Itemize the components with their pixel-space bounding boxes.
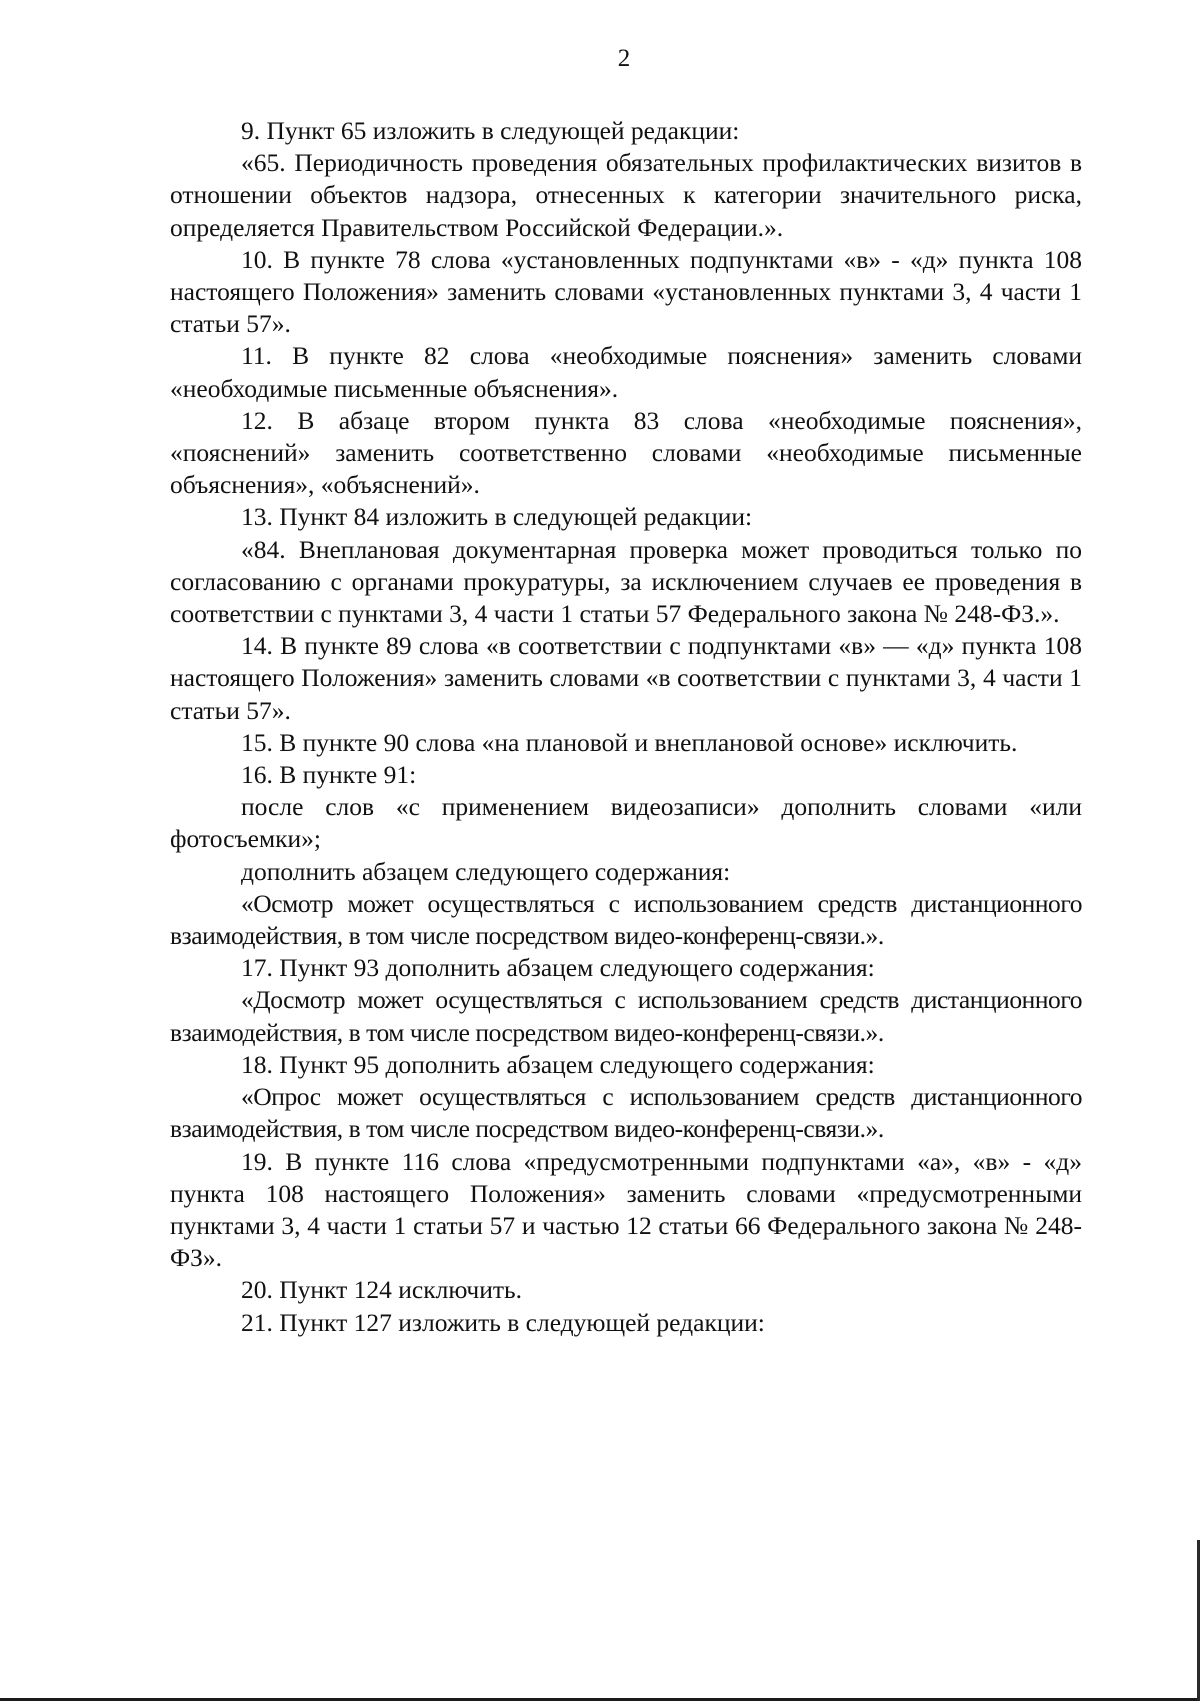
document-body <box>170 115 1082 1339</box>
paragraph-item-10: 10. В пункте 78 слова «установленных подпунктами «в» - «д» пункта 108 настоящего Положения» заменить словами «установленных пунктами 3, 4 части 1 статьи 57». <box>170 244 1082 339</box>
paragraph-item-12: 12. В абзаце втором пункта 83 слова «необходимые пояснения», «пояснений» заменить соответственно словами «необходимые письменные объяснения», «объяснений». <box>170 405 1082 500</box>
page-number: 2 <box>617 45 631 72</box>
paragraph-item-15: 15. В пункте 90 слова «на плановой и внеплановой основе» исключить. <box>241 727 1018 757</box>
paragraph-quote-inspection: «Осмотр может осуществляться с использованием средств дистанционного взаимодействия, в том числе посредством видео-конференц-связи.». <box>170 888 1082 951</box>
paragraph-quote-search: «Досмотр может осуществляться с использованием средств дистанционного взаимодействия, в том числе посредством видео-конференц-связи.». <box>170 985 1082 1047</box>
paragraph-item-16-sub-1: после слов «с применением видеозаписи» дополнить словами «или фотосъемки»; <box>170 792 1082 854</box>
paragraph-item-20: 20. Пункт 124 исключить. <box>241 1275 523 1305</box>
paragraph-item-21: 21. Пункт 127 изложить в следующей редакции: <box>241 1307 765 1337</box>
paragraph-quote-84: «84. Внеплановая документарная проверка может проводиться только по согласованию с органами прокуратуры, за исключением случаев ее проведения в соответствии с пунктами 3, 4 части 1 статьи 57 Федерального закона № 248-ФЗ.». <box>170 534 1082 629</box>
paragraph-item-18: 18. Пункт 95 дополнить абзацем следующего содержания: <box>241 1049 875 1079</box>
paragraph-item-17: 17. Пункт 93 дополнить абзацем следующего содержания: <box>241 953 875 983</box>
paragraph-item-11: 11. В пункте 82 слова «необходимые пояснения» заменить словами «необходимые письменные объяснения». <box>170 341 1082 403</box>
paragraph-item-16-sub-2: дополнить абзацем следующего содержания: <box>241 856 731 886</box>
paragraph-quote-interview: «Опрос может осуществляться с использованием средств дистанционного взаимодействия, в том числе посредством видео-конференц-связи.». <box>170 1082 1082 1144</box>
paragraph-item-9: 9. Пункт 65 изложить в следующей редакции: <box>241 116 740 145</box>
paragraph-item-14: 14. В пункте 89 слова «в соответствии с подпунктами «в» — «д» пункта 108 настоящего Положения» заменить словами «в соответствии с пунктами 3, 4 части 1 статьи 57». <box>170 631 1082 725</box>
paragraph-item-13: 13. Пункт 84 изложить в следующей редакции: <box>241 502 753 532</box>
paragraph-quote-65: «65. Периодичность проведения обязательных профилактических визитов в отношении объектов надзора, отнесенных к категории значительного риска, определяется Правительством Российской Федерации.». <box>170 148 1082 242</box>
paragraph-item-19: 19. В пункте 116 слова «предусмотренными подпунктами «а», «в» - «д» пункта 108 настоящего Положения» заменить словами «предусмотренными пунктами 3, 4 части 1 статьи 57 и частью 12 статьи 66 Федерального закона № 248-ФЗ». <box>170 1146 1082 1273</box>
paragraph-item-16: 16. В пункте 91: <box>241 760 417 790</box>
